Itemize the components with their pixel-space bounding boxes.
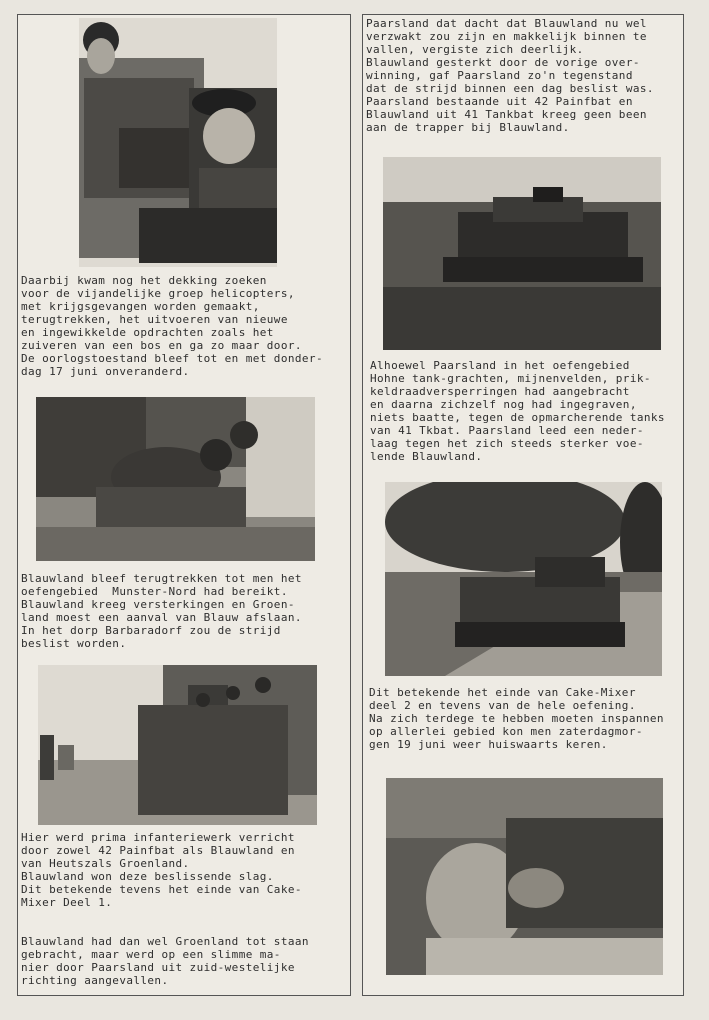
left-paragraph-1: Daarbij kwam nog het dekking zoeken voor de vijandelijke groep helicopters, met krijgsgevangen worden gemaakt, terugtrekken, het uitvoeren van nieuwe en ingewikkelde opdrachten zoals het zuiveren van een bos en ga zo maar door. De oorlogstoestand bleef tot en met donder- dag 17 juni onveranderd. — [21, 274, 323, 378]
photo-soldier-lying-down — [386, 778, 663, 975]
right-paragraph-3: Dit betekende het einde van Cake-Mixer deel 2 en tevens van de hele oefening. Na zich terdege te hebben moeten inspannen op allerlei gebied kon men zaterdagmor- gen 19 juni weer huiswaarts keren. — [369, 686, 664, 751]
left-paragraph-2: Blauwland bleef terugtrekken tot men het oefengebied Munster-Nord had bereikt. Blauwland kreeg versterkingen en Groen- land moest een aanval van Blauw afslaan. In het dorp Barbaradorf zou de strijd beslist worden. — [21, 572, 302, 650]
photo-soldiers-near-house — [36, 397, 315, 561]
left-paragraph-4: Blauwland had dan wel Groenland tot staan gebracht, maar werd op een slimme ma- nier door Paarsland uit zuid-westelijke richting aangevallen. — [21, 935, 309, 987]
photo-tank-on-road — [385, 482, 662, 676]
right-paragraph-1: Paarsland dat dacht dat Blauwland nu wel verzwakt zou zijn en makkelijk binnen te vallen, vergiste zich deerlijk. Blauwland gesterkt door de vorige over- winning, gaf Paarsland zo'n tegenstand dat de strijd binnen een dag beslist was. Paarsland bestaande uit 42 Painfbat en Blauwland uit 41 Tankbat kreeg geen been aan de trapper bij Blauwland. — [366, 17, 654, 134]
photo-infantry-at-building — [38, 665, 317, 825]
photo-tank-in-field — [383, 157, 661, 350]
photo-soldiers-with-berets — [79, 18, 277, 267]
right-paragraph-2: Alhoewel Paarsland in het oefengebied Hohne tank-grachten, mijnenvelden, prik- keldraadversperringen had aangebracht en daarna zichzelf nog had ingegraven, niets baatte, tegen de opmarcherende tanks van 41 Tkbat. Paarsland leed een neder- laag tegen het zich steeds sterker voe- lende Blauwland. — [370, 359, 665, 463]
left-paragraph-3: Hier werd prima infanteriewerk verricht door zowel 42 Painfbat als Blauwland en van Heutszals Groenland. Blauwland won deze beslissende slag. Dit betekende tevens het einde van Cake- Mixer Deel 1. — [21, 831, 302, 909]
